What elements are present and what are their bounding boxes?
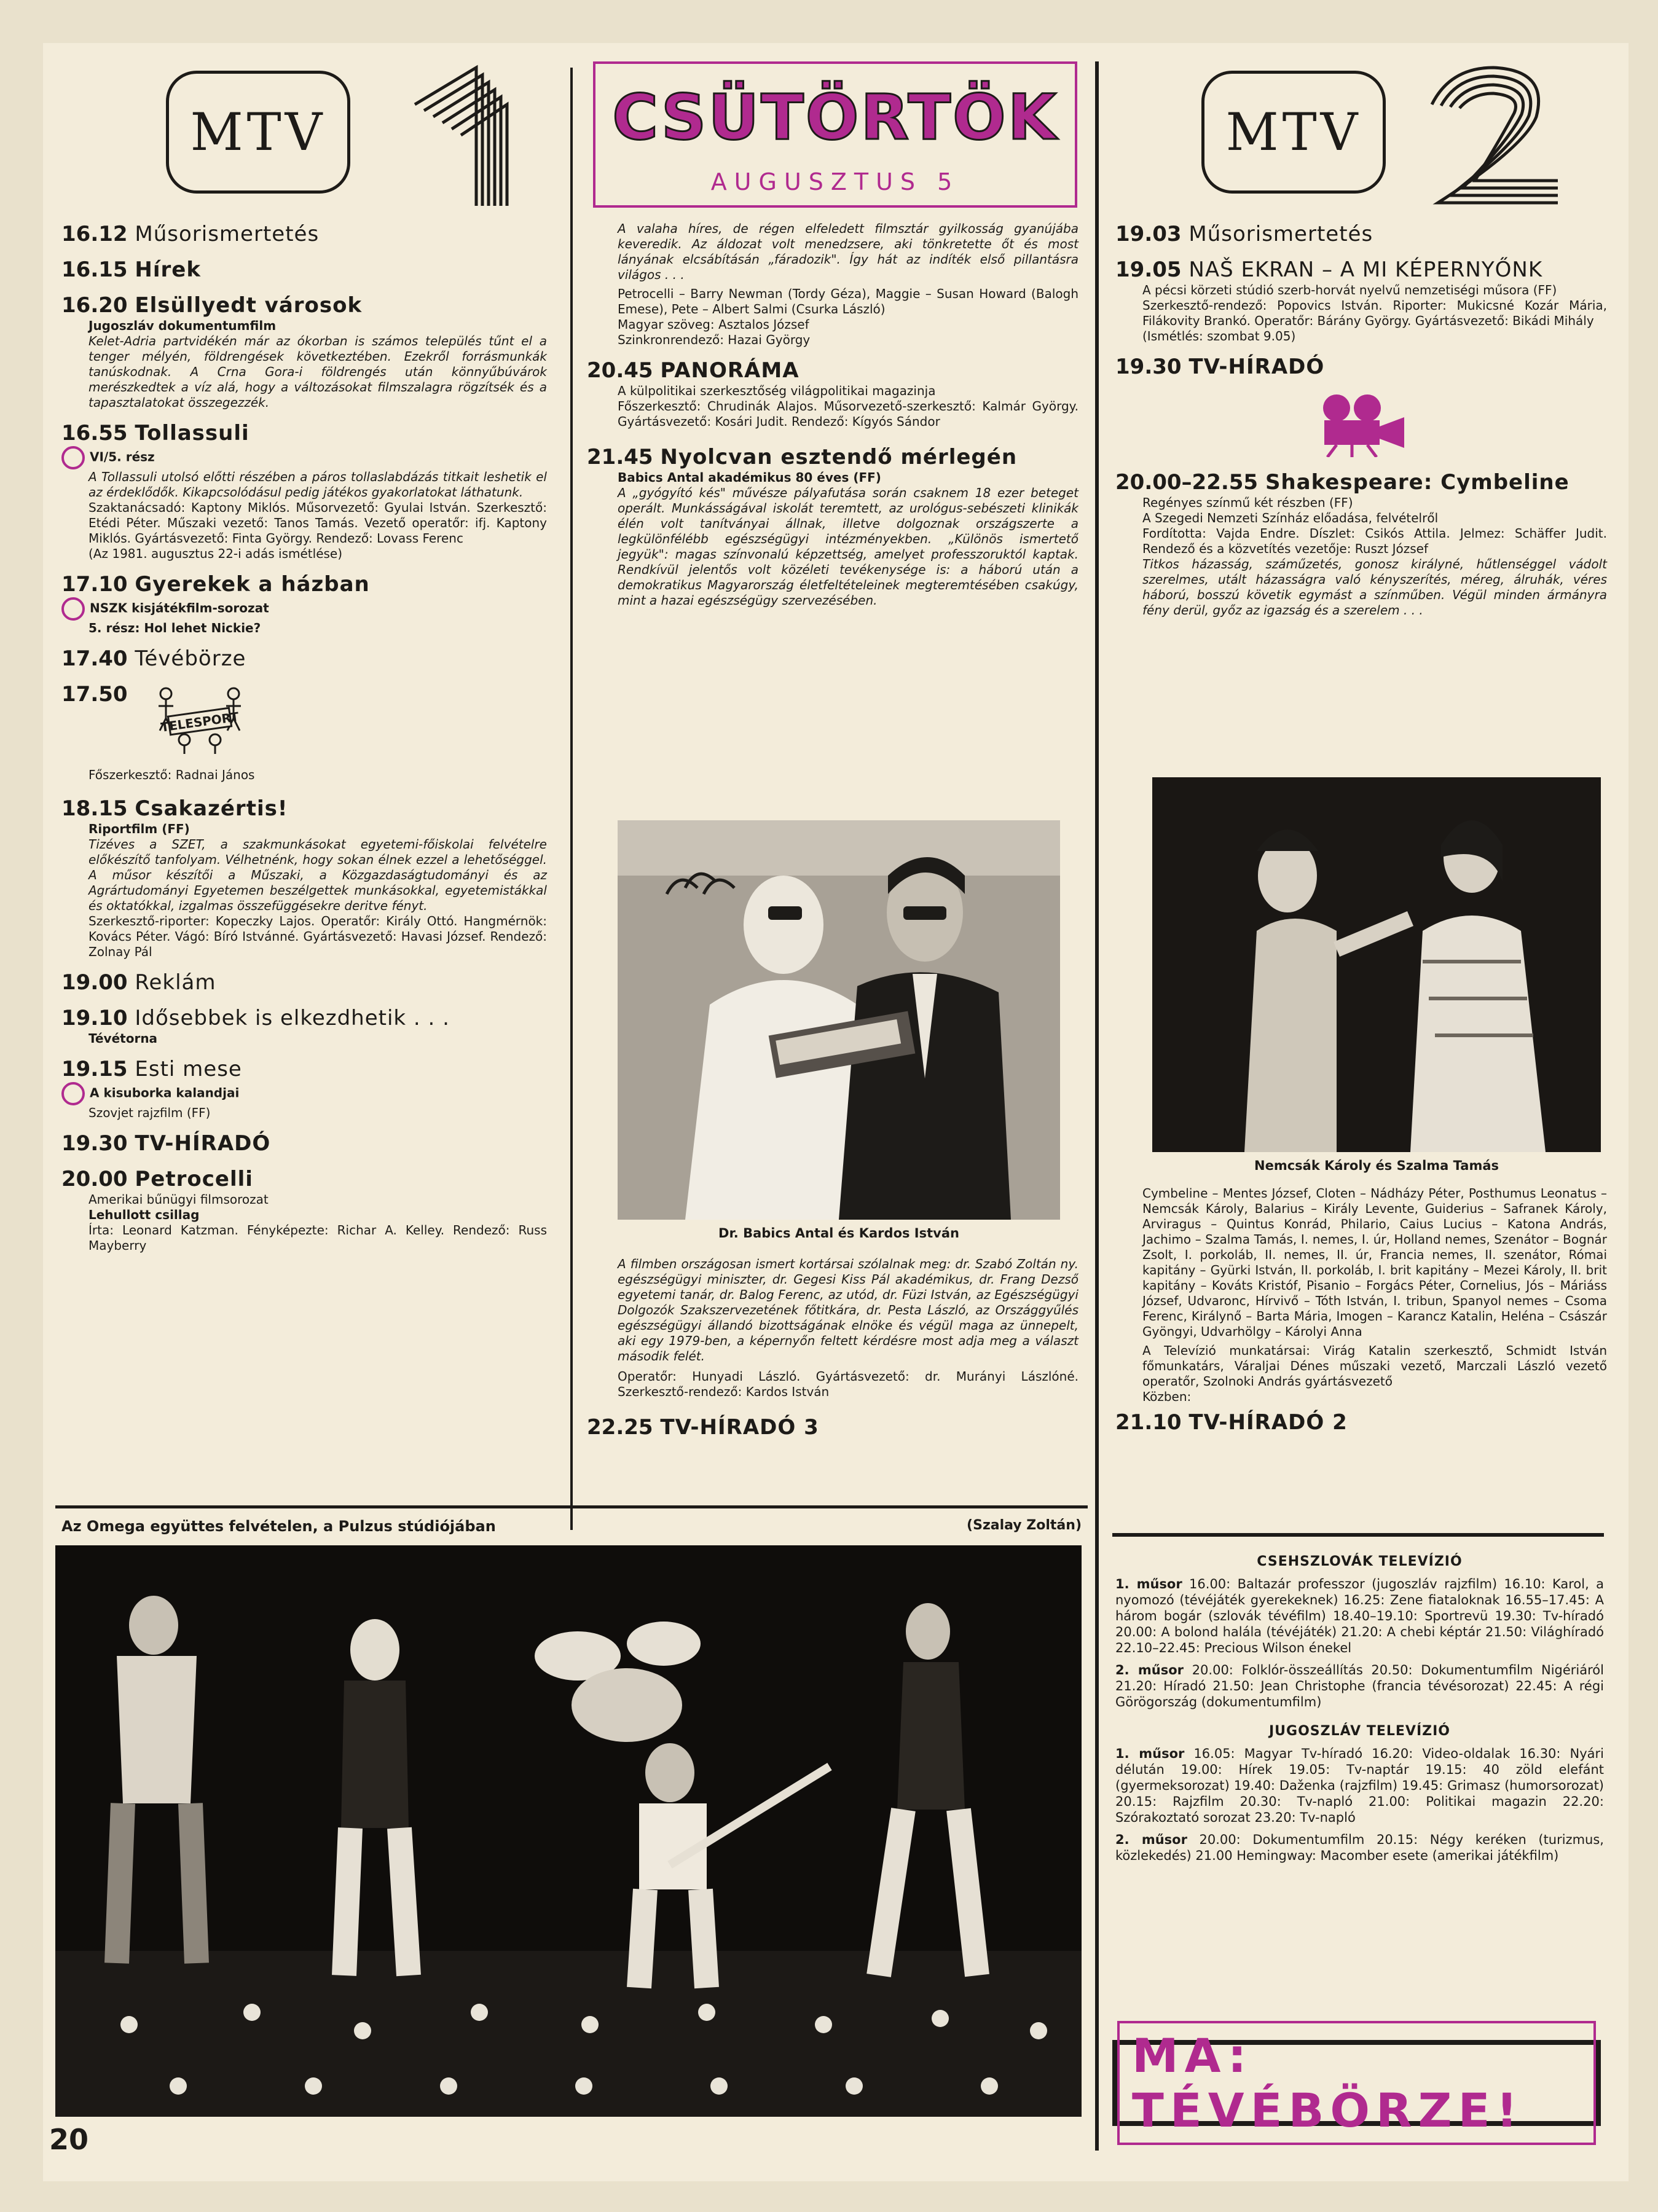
program-title: TV-HÍRADÓ 2 <box>1188 1410 1348 1435</box>
telesport-logo-text: TELESPORT <box>160 709 240 735</box>
program-time: 16.20 <box>61 293 128 318</box>
program-2110 <box>1115 1410 1607 1435</box>
program-credits: Főszerkesztő: Radnai János <box>88 767 255 782</box>
day-title: CSÜTÖRTÖK <box>612 81 1058 154</box>
program-episode: 5. rész: Hol lehet Nickie? <box>88 621 261 635</box>
omega-credit: (Szalay Zoltán) <box>967 1518 1082 1533</box>
program-credits: Írta: Leonard Katzman. Fényképezte: Richar A. Kelley. Rendező: Russ Mayberry <box>88 1223 547 1253</box>
separator-right <box>1095 61 1099 2151</box>
program-1750 <box>61 681 547 786</box>
tevebörze-banner <box>1112 2028 1601 2138</box>
program-time: 22.25 <box>587 1415 653 1440</box>
program-1655 <box>61 420 547 562</box>
program-1930-mtv2 <box>1115 354 1607 380</box>
program-description: Tizéves a SZET, a szakmunkásokat egyetemi-főiskolai felvételre előkészítő tanfolyam. Vélhetnénk, hogy sokan élnek ezzel a lehetőséggel. A műsor készítői a Műszaki, a Közgazdaságtudományi és az Agrártudományi Egyetemen beszélgettek munkásokkal, egyetemistákkal és oktatókkal, izgalmas összefüggésekre deritve fényt. <box>88 837 547 913</box>
color-broadcast-icon <box>61 597 85 621</box>
mtv2-logo <box>1201 71 1386 194</box>
program-time: 20.45 <box>587 358 653 383</box>
program-time: 18.15 <box>61 796 128 821</box>
program-2145 <box>587 444 1078 608</box>
cymbeline-photo-caption: Nemcsák Károly és Szalma Tamás <box>1254 1158 1499 1173</box>
program-title: Műsorismertetés <box>135 222 320 246</box>
program-title: NAŠ EKRAN – A MI KÉPERNYŐNK <box>1188 257 1543 282</box>
program-description: A Tollassuli utolsó előtti részében a páros tollaslabdázás titkait leshetik el az érdeklődők. Kikapcsolódásul pedig játékos gyakorlatokat láthatunk. <box>88 469 547 500</box>
program-1615 <box>61 257 547 283</box>
program-title: Tévébörze <box>135 646 246 671</box>
program-credits: Fordította: Vajda Endre. Díszlet: Csikós Attila. Jelmez: Schäffer Judit. Rendező és a közvetítés vezetője: Ruszt József <box>1142 526 1607 556</box>
program-1900 <box>61 970 547 995</box>
omega-divider <box>55 1505 1088 1508</box>
channel-2-numeral <box>1413 61 1573 209</box>
foreign-section-divider <box>1112 1533 1604 1537</box>
program-description: Kelet-Adria partvidékén már az ókorban is számos település tűnt el a tenger mélyén, földrengések következtében. Ezekről forrásmunkák tanúskodnak. A Crna Gora-i földrengés után könnyűbúvárok merészkedtek a víz alá, hogy a változásokat filmszalagra rögzítsék és a tapasztalatokat összegezzék. <box>88 334 547 410</box>
program-title: PANORÁMA <box>660 358 800 383</box>
program-2000 <box>61 1166 547 1253</box>
program-subtitle: Tévétorna <box>88 1031 158 1046</box>
program-title: TV-HÍRADÓ <box>135 1131 271 1156</box>
program-time: 19.15 <box>61 1057 128 1081</box>
program-1620 <box>61 292 547 410</box>
mtv2-column <box>1115 221 1607 618</box>
program-1915 <box>61 1056 547 1121</box>
program-title: Shakespeare: Cymbeline <box>1265 470 1570 495</box>
channel-label: 1. műsor <box>1115 1577 1182 1591</box>
schedule-text: 20.00: Folklór-összeállítás 20.50: Dokumentumfilm Nigériáról 21.20: Híradó 21.50: Jean Christophe (francia tévésorozat) 22.45: A régi Görögország (dokumentumfilm) <box>1115 1663 1604 1709</box>
petrocelli-dubbing: Szinkronrendező: Hazai György <box>618 332 811 347</box>
program-credits: Főszerkesztő: Chrudinák Alajos. Műsorvezető-szerkesztő: Kalmár György. Gyártásvezető: Kosári Judit. Rendező: Kígyós Sándor <box>618 399 1078 429</box>
program-note: (Az 1981. augusztus 22-i adás ismétlése) <box>88 546 343 561</box>
program-description: A külpolitikai szerkesztőség világpolitikai magazinja <box>618 383 936 398</box>
program-2045 <box>587 358 1078 429</box>
petrocelli-description: A valaha híres, de régen elfeledett filmsztár gyilkosság gyanújába keveredik. Az áldozat volt menedzsere, aki tönkretette őt és most lányának elcsábításán „fáradozik". Így hát az indíték első pillantásra világos . . . <box>618 221 1078 282</box>
channel-label: 2. műsor <box>1115 1663 1184 1677</box>
program-time: 20.00–22.55 <box>1115 470 1259 495</box>
program-1930 <box>61 1131 547 1156</box>
program-subtitle: Amerikai bűnügyi filmsorozat <box>88 1192 269 1207</box>
program-title: Műsorismertetés <box>1188 222 1373 246</box>
telesport-logo <box>147 681 252 755</box>
schedule-text: 16.00: Baltazár professzor (jugoszláv rajzfilm) 16.10: Karol, a nyomozó (tévéjáték gyerekeknek) 16.25: Zene fiataloknak 16.55–17.45: A három bogár (szlovák tévéfilm) 18.40–19.10: Sportrevü 19.30: Tv-híradó 20.00: A bolond halála (tévéjáték) 21.20: A chebi képtár 21.50: Világhíradó 22.10–22.45: Precious Wilson énekel <box>1115 1577 1604 1655</box>
program-production: A Szegedi Nemzeti Színház előadása, felvételről <box>1142 511 1439 525</box>
program-description: A pécsi körzeti stúdió szerb-horvát nyelvű nemzetiségi műsora (FF) <box>1142 283 1557 297</box>
program-title: Esti mese <box>135 1057 242 1081</box>
day-header <box>593 61 1077 208</box>
program-1815 <box>61 796 547 960</box>
petrocelli-voice: Magyar szöveg: Asztalos József <box>618 317 809 332</box>
program-time: 19.10 <box>61 1006 128 1030</box>
program-1903 <box>1115 221 1607 247</box>
day-date: AUGUSZTUS 5 <box>710 168 960 195</box>
channel-label: 1. műsor <box>1115 1746 1185 1761</box>
program-time: 19.30 <box>61 1131 128 1156</box>
color-broadcast-icon <box>61 1082 85 1105</box>
cymbeline-between: Közben: <box>1142 1389 1192 1404</box>
program-time: 21.45 <box>587 445 653 469</box>
program-time: 19.05 <box>1115 257 1182 282</box>
program-time: 19.30 <box>1115 355 1182 379</box>
babics-photo <box>618 820 1060 1220</box>
channel-1-numeral <box>403 61 525 209</box>
program-title: Gyerekek a házban <box>135 572 370 597</box>
mtv1-logo <box>166 71 350 194</box>
program-1740 <box>61 646 547 672</box>
czech-tv-title: CSEHSZLOVÁK TELEVÍZIÓ <box>1257 1554 1463 1569</box>
program-description-2: A filmben országosan ismert kortársai szólalnak meg: dr. Szabó Zoltán ny. egészségügyi miniszter, dr. Gegesi Kiss Pál akadémikus, dr. Frang Dezső egyetemi tanár, dr. Balog Ferenc, az utód, dr. Füzi István, az Egészségügyi Dolgozók Szakszervezetének főtitkára, dr. Pesta László, az Országgyűlés egészségügyi állandó bizottságának elnöke és végül maga az ünnepelt, aki egy 1979-ben, a képernyőn feltett kérdésre most adja meg a választ második felét. <box>618 1257 1078 1363</box>
program-description: Titkos házasság, száműzetés, gonosz királyné, hűtlenséggel vádolt szerelmes, utált házasságra való kényszerítés, méreg, álruhák, véres háború, bosszú követik egymást a színműben. Végül minden ármányra fény derül, győz az igazság és a szerelem . . . <box>1142 557 1607 618</box>
program-title: Tollassuli <box>135 421 249 445</box>
program-subtitle: VI/5. rész <box>90 449 155 465</box>
program-title: Idősebbek is elkezdhetik . . . <box>135 1006 450 1030</box>
omega-photo <box>55 1545 1082 2117</box>
program-1905 <box>1115 257 1607 344</box>
program-credits: Szerkesztő-rendező: Popovics István. Riporter: Mukicsné Kozár Mária, Filákovity Brankó. Operatőr: Bárány György. Gyártásvezető: Bikádi Mihály <box>1142 298 1607 328</box>
mtv1-column <box>61 221 547 1253</box>
program-1910 <box>61 1005 547 1046</box>
program-time: 21.10 <box>1115 1410 1182 1435</box>
program-time: 17.10 <box>61 572 128 597</box>
yugoslav-tv-1 <box>1115 1746 1604 1826</box>
program-2225 <box>587 1414 1078 1440</box>
czech-tv-1 <box>1115 1576 1604 1656</box>
cymbeline-crew: A Televízió munkatársai: Virág Katalin szerkesztő, Schmidt István főmunkatárs, Váraljai Dénes műszaki vezető, Marczali László vezető operatőr, Szolnoki András gyártásvezető <box>1142 1343 1607 1389</box>
program-title: Nyolcvan esztendő mérlegén <box>660 445 1018 469</box>
yugoslav-tv-2 <box>1115 1832 1604 1864</box>
mtv2-logo-text: MTV <box>1225 102 1362 162</box>
czech-tv-2 <box>1115 1662 1604 1710</box>
banner-text: MA: TÉVÉBÖRZE! <box>1117 2021 1596 2145</box>
program-title: TV-HÍRADÓ <box>1188 355 1325 379</box>
program-credits: Szaktanácsadó: Kaptony Miklós. Műsorvezető: Gyulai István. Szerkesztő: Etédi Péter. Műszaki vezető: Tanos Tamás. Vezető operatőr: ifj. Kaptony Miklós. Gyártásvezető: Finta György. Rendező: Lovass Ferenc <box>88 500 547 546</box>
cymbeline-cast-section <box>1115 1186 1607 1435</box>
program-subtitle-2: Szovjet rajzfilm (FF) <box>88 1105 211 1120</box>
program-subtitle: Regényes színmű két részben (FF) <box>1142 495 1353 510</box>
color-broadcast-icon <box>61 446 85 469</box>
schedule-text: 20.00: Dokumentumfilm 20.15: Négy keréken (turizmus, közlekedés) 21.00 Hemingway: Macomber esete (amerikai játékfilm) <box>1115 1832 1604 1863</box>
program-note: (Ismétlés: szombat 9.05) <box>1142 329 1296 343</box>
program-subtitle: NSZK kisjátékfilm-sorozat <box>90 600 269 616</box>
program-subtitle: Riportfilm (FF) <box>88 822 190 836</box>
program-1612 <box>61 221 547 247</box>
program-subtitle: A kisuborka kalandjai <box>90 1085 240 1100</box>
babics-photo-caption: Dr. Babics Antal és Kardos István <box>718 1226 959 1241</box>
program-time: 17.40 <box>61 646 128 671</box>
omega-caption: Az Omega együttes felvételen, a Pulzus stúdiójában <box>61 1518 496 1535</box>
program-2000-mtv2 <box>1115 469 1607 618</box>
program-credits: Szerkesztő-riporter: Kopeczky Lajos. Operatőr: Király Ottó. Hangmérnök: Kovács Péter. Vágó: Bíró Istvánné. Gyártásvezető: Havasi József. Rendező: Zolnay Pál <box>88 914 547 959</box>
middle-column <box>587 221 1078 608</box>
program-time: 20.00 <box>61 1167 128 1191</box>
petrocelli-cast: Petrocelli – Barry Newman (Tordy Géza), Maggie – Susan Howard (Balogh Emese), Pete – Albert Salmi (Csurka László) <box>618 286 1078 316</box>
program-time: 16.15 <box>61 257 128 282</box>
middle-column-lower <box>587 1257 1078 1440</box>
program-time: 16.12 <box>61 222 128 246</box>
program-time: 17.50 <box>61 682 128 707</box>
schedule-text: 16.05: Magyar Tv-híradó 16.20: Video-oldalak 16.30: Nyári délután 19.00: Hírek 19.05: Tv-naptár 19.15: 40 zöld elefánt (gyermeksorozat) 19.40: Daženka (rajzfilm) 19.45: Grimasz (humorsorozat) 20.15: Rajzfilm 20.30: Tv-napló 21.00: Politikai magazin 22.20: Szórakoztató sorozat 23.20: Tv-napló <box>1115 1746 1605 1825</box>
program-title: Petrocelli <box>135 1167 253 1191</box>
program-title: Reklám <box>135 970 216 995</box>
foreign-tv-section <box>1115 1545 1604 1864</box>
program-credits-2: Operatőr: Hunyadi László. Gyártásvezető: dr. Murányi Lászlóné. Szerkesztő-rendező: Kardos István <box>618 1369 1078 1399</box>
program-time: 19.00 <box>61 970 128 995</box>
movie-camera-icon <box>1312 390 1410 457</box>
program-subtitle: Jugoszláv dokumentumfilm <box>88 318 277 333</box>
program-description: A „gyógyító kés" művésze pályafutása során csaknem 18 ezer beteget operált. Munkásságával iskolát teremtett, az urológus-sebészeti klinikák élén volt tanítványai állnak, illetve dolgoznak országszerte a legkülönfélébb egészségügyi intézményekben. „Különös ismertető jegyük": magas színvonalú képzettség, amelyet professzoruktól kaptak. Rendkívül jelentős volt közéleti tevékenysége is: a háború után a demokratikus Magyarország életfeltételeinek megteremtésében csakúgy, mint a hazai egészségügy szervezésében. <box>618 485 1078 608</box>
mtv1-logo-text: MTV <box>190 102 326 162</box>
program-episode: Lehullott csillag <box>88 1207 200 1222</box>
program-time: 16.55 <box>61 421 128 445</box>
program-title: Csakazértis! <box>135 796 288 821</box>
program-title: Hírek <box>135 257 201 282</box>
program-subtitle: Babics Antal akadémikus 80 éves (FF) <box>618 470 881 485</box>
program-title: TV-HÍRADÓ 3 <box>660 1415 819 1440</box>
yugoslav-tv-title: JUGOSZLÁV TELEVÍZIÓ <box>1269 1724 1450 1739</box>
cymbeline-cast: Cymbeline – Mentes József, Cloten – Nádházy Péter, Posthumus Leonatus – Nemcsák Károly, Balarius – Király Levente, Guiderius – Safranek Károly, Arviragus – Quintus Konrád, Philario, Caius Lucius – Katona András, Jachimo – Szalma Tamás, I. nemes, I. úr, Holland nemes, Szenátor – Bognár Zsolt, I. porkoláb, II. nemes, II. úr, Francia nemes, II. szenátor, Római kapitány – Gyürki István, II. porkoláb, I. brit kapitány – Mezei Károly, II. brit kapitány – Kováts Kristóf, Pisanio – Forgács Péter, Cornelius, Jós – Máriáss József, Udvaronc, Hírvivő – Tóth István, I. tribun, Spanyol nemes – Csoma Ferenc, Királynő – Barta Mária, Imogen – Karancz Katalin, Heléna – Császár Gyöngyi, Udvarhölgy – Károlyi Anna <box>1142 1186 1607 1339</box>
cymbeline-photo <box>1152 777 1601 1152</box>
separator-left <box>570 68 573 1530</box>
program-1710 <box>61 571 547 636</box>
program-title: Elsüllyedt városok <box>135 293 363 318</box>
channel-label: 2. műsor <box>1115 1832 1187 1847</box>
tv-guide-page <box>43 43 1629 2181</box>
page-number: 20 <box>49 2123 89 2156</box>
program-time: 19.03 <box>1115 222 1182 246</box>
